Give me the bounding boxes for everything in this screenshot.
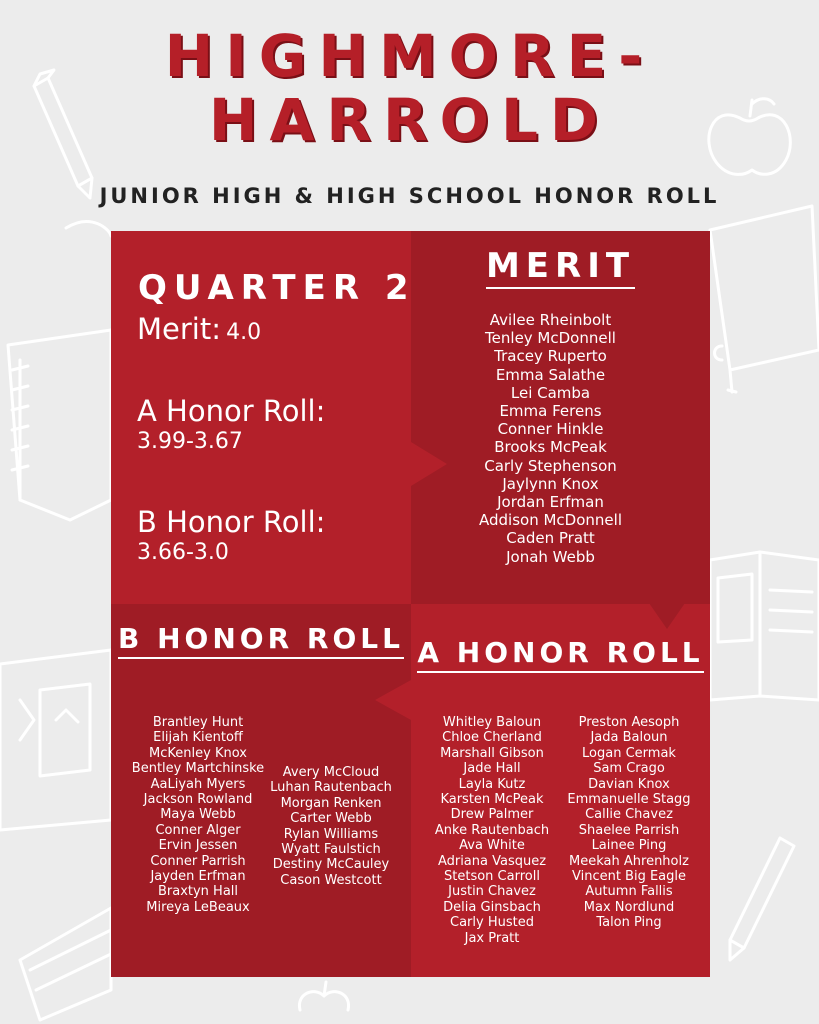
student-name: Braxtyn Hall (157, 884, 239, 900)
open-notebook-icon (0, 650, 111, 830)
subtitle: JUNIOR HIGH & HIGH SCHOOL HONOR ROLL (99, 184, 720, 208)
student-name: Caden Pratt (506, 529, 595, 548)
school-title-line-2: HARROLD (208, 86, 611, 154)
student-name: Carly Stephenson (484, 456, 617, 475)
student-name: Anke Rautenbach (434, 822, 550, 838)
student-name: Justin Chavez (448, 884, 536, 900)
a-honor-roll-criteria-value: 3.99-3.67 (137, 429, 243, 454)
student-name: Cason Westcott (280, 872, 382, 888)
student-name: Logan Cermak (582, 745, 676, 761)
student-name: Lei Camba (510, 383, 591, 402)
student-name: Drew Palmer (450, 807, 534, 823)
panel-pointer (375, 680, 411, 720)
merit-heading-text: MERIT (486, 246, 635, 289)
b-honor-roll-column-1 (123, 715, 273, 915)
student-name: Davian Knox (588, 776, 670, 792)
student-name: Jada Baloun (590, 730, 668, 746)
student-name: Mireya LeBeaux (146, 899, 250, 915)
merit-heading (411, 246, 710, 286)
student-name: Meekah Ahrenholz (569, 853, 689, 869)
merit-criteria (137, 312, 261, 346)
student-name: Luhan Rautenbach (270, 780, 392, 796)
a-honor-roll-column-1 (425, 715, 559, 946)
student-name: AaLiyah Myers (150, 776, 246, 792)
b-honor-roll-criteria-value: 3.66-3.0 (137, 540, 229, 565)
student-name: Carter Webb (290, 811, 372, 827)
student-name: Bentley Martchinske (131, 761, 265, 777)
student-name: Destiny McCauley (272, 857, 390, 873)
student-name: Lainee Ping (591, 838, 667, 854)
student-name: Vincent Big Eagle (571, 869, 687, 885)
student-name: Conner Alger (155, 822, 241, 838)
student-name: Jax Pratt (464, 930, 520, 946)
student-name: Shaelee Parrish (578, 822, 680, 838)
panel-pointer (649, 603, 685, 629)
student-name: Preston Aesoph (578, 715, 680, 730)
student-name: Elijah Kientoff (153, 730, 243, 746)
student-name: Conner Parrish (150, 853, 246, 869)
b-honor-roll-criteria-label: B Honor Roll: (137, 505, 326, 539)
student-name: Emma Ferens (499, 402, 602, 421)
student-name: Rylan Williams (283, 826, 379, 842)
student-name: McKenley Knox (149, 745, 247, 761)
student-name: Chloe Cherland (442, 730, 542, 746)
student-name: Max Nordlund (583, 899, 675, 915)
student-name: Jade Hall (463, 761, 521, 777)
student-name: Jonah Webb (506, 547, 595, 566)
student-name: Callie Chavez (585, 807, 673, 823)
student-name: Sam Crago (593, 761, 665, 777)
a-honor-roll-criteria-label: A Honor Roll: (137, 394, 326, 428)
student-name: Jordan Erfman (497, 493, 604, 512)
b-honor-roll-column-2 (266, 765, 396, 888)
student-name: Delia Ginsbach (443, 899, 541, 915)
quarter-heading: QUARTER 2 (138, 268, 416, 308)
book-stack-icon (20, 908, 111, 1020)
merit-criteria-label: Merit: (137, 312, 221, 346)
b-honor-roll-heading (111, 622, 411, 655)
student-name: Tracey Ruperto (494, 347, 607, 366)
student-name: Brooks McPeak (494, 438, 607, 457)
student-name: Conner Hinkle (497, 420, 604, 439)
student-name: Emma Salathe (495, 365, 606, 384)
merit-criteria-value: 4.0 (226, 320, 262, 345)
student-name: Jaylynn Knox (502, 474, 599, 493)
student-name: Maya Webb (160, 807, 236, 823)
student-name: Addison McDonnell (479, 511, 622, 530)
student-name: Karsten McPeak (440, 792, 544, 808)
student-name: Wyatt Faulstich (281, 842, 381, 858)
book-icon (710, 206, 819, 392)
student-name: Ava White (459, 838, 525, 854)
student-name: Jayden Erfman (150, 869, 246, 885)
pencil-icon (730, 838, 794, 960)
student-name: Layla Kutz (458, 776, 526, 792)
student-name: Brantley Hunt (152, 715, 244, 730)
merit-list (411, 311, 690, 566)
a-honor-roll-heading (411, 636, 710, 669)
student-name: Avery McCloud (282, 765, 380, 780)
student-name: Marshall Gibson (440, 745, 544, 761)
student-name: Autumn Fallis (585, 884, 673, 900)
open-book-icon (710, 552, 819, 700)
notebook-icon (8, 222, 111, 520)
student-name: Talon Ping (596, 915, 662, 931)
student-name: Adriana Vasquez (437, 853, 547, 869)
student-name: Tenley McDonnell (485, 329, 616, 348)
a-honor-roll-heading-text: A HONOR ROLL (417, 636, 703, 673)
student-name: Emmanuelle Stagg (567, 792, 691, 808)
student-name: Ervin Jessen (158, 838, 238, 854)
student-name: Whitley Baloun (442, 715, 542, 730)
a-honor-roll-column-2 (560, 715, 698, 931)
student-name: Jackson Rowland (143, 792, 253, 808)
student-name: Carly Husted (450, 915, 534, 931)
student-name: Stetson Carroll (444, 869, 540, 885)
student-name: Morgan Renken (280, 795, 382, 811)
school-title-line-1: HIGHMORE- (164, 22, 655, 90)
b-honor-roll-heading-text: B HONOR ROLL (118, 622, 404, 659)
student-name: Avilee Rheinbolt (489, 311, 612, 329)
apple-icon (299, 982, 348, 1010)
